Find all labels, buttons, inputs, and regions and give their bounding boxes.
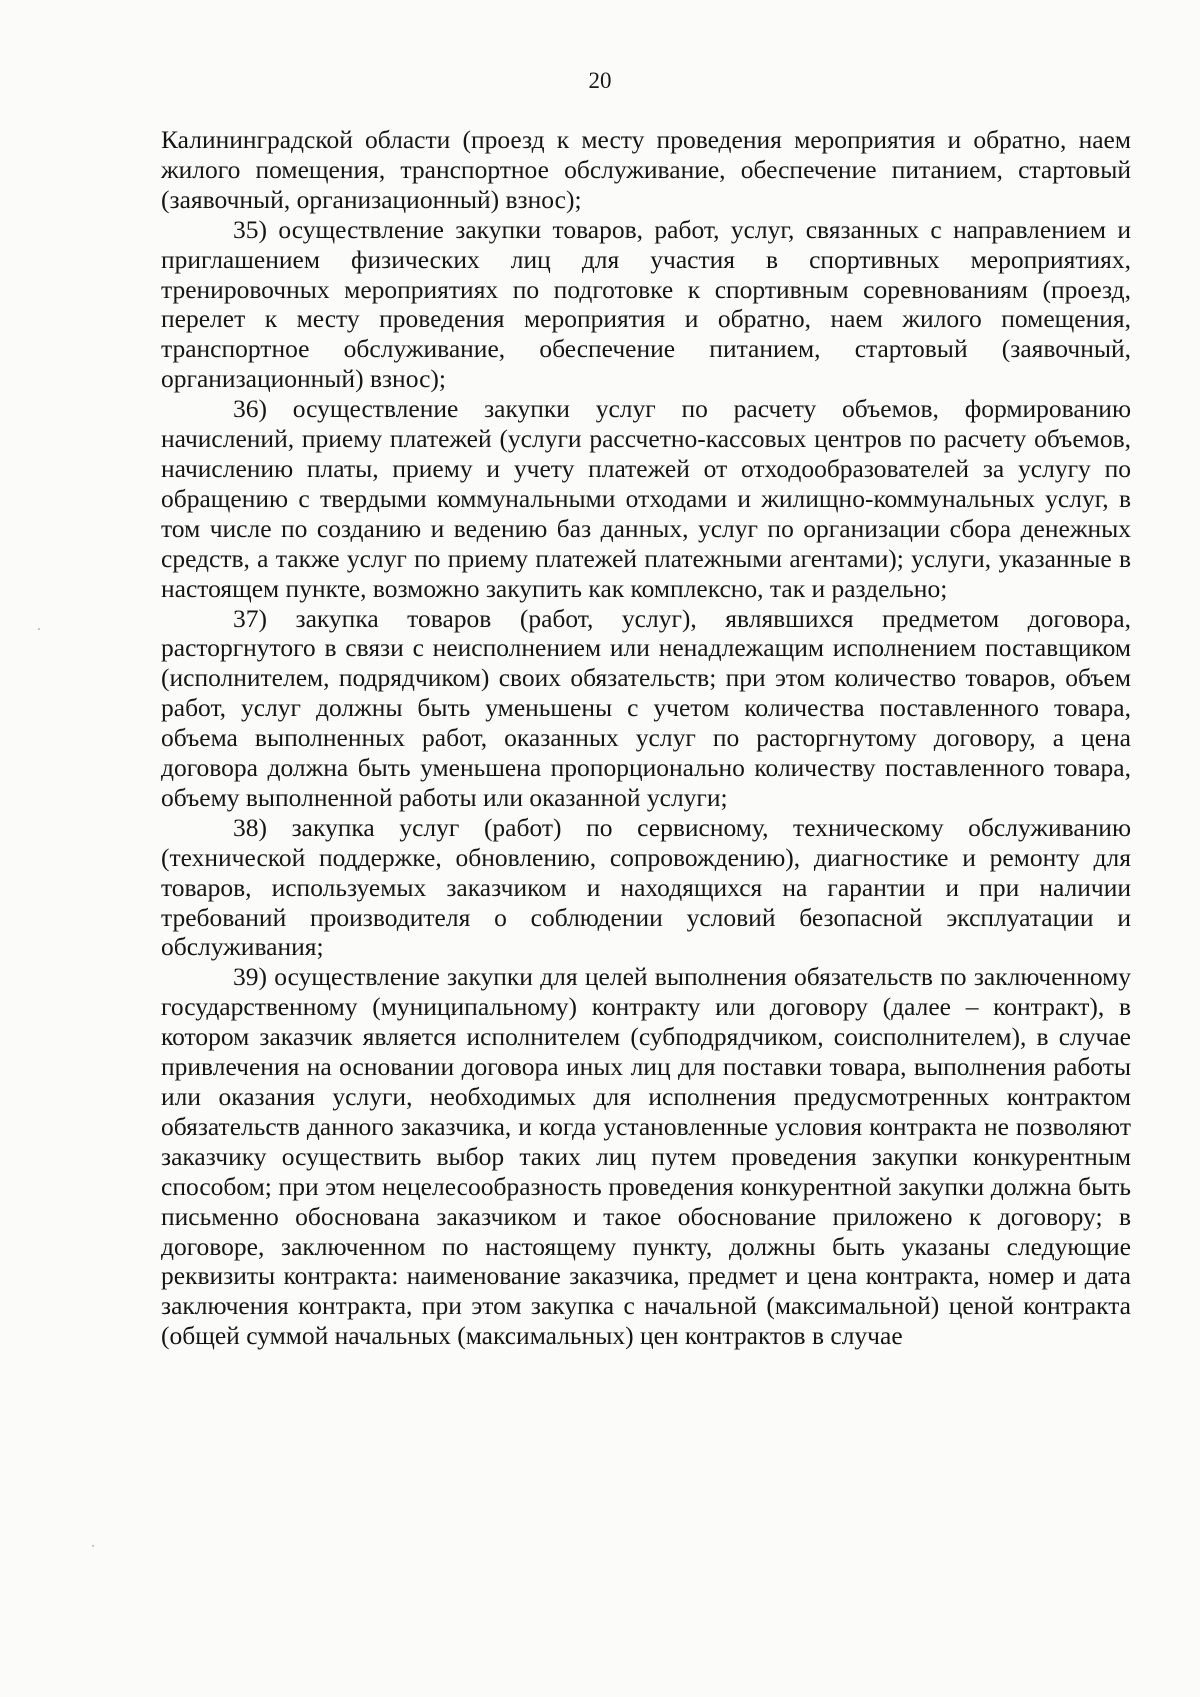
paragraph-item-39: 39) осуществление закупки для целей выполнения обязательств по заключенному государственному (муниципальному) контракту или договору (далее – контракт), в котором заказчик является исполнителем (субподрядчиком, соисполнителем), в случае привлечения на основании договора иных лиц для поставки товара, выполнения работы или оказания услуги, необходимых для исполнения предусмотренных контрактом обязательств данного заказчика, и когда установленные условия контракта не позволяют заказчику осуществить выбор таких лиц путем проведения закупки конкурентным способом; при этом нецелесообразность проведения конкурентной закупки должна быть письменно обоснована заказчиком и такое обоснование приложено к договору; в договоре, заключенном по настоящему пункту, должны быть указаны следующие реквизиты контракта: наименование заказчика, предмет и цена контракта, номер и дата заключения контракта, при этом закупка с начальной (максимальной) ценой контракта (общей суммой начальных (максимальных) цен контрактов в случае <box>161 962 1131 1351</box>
document-body <box>161 125 1131 1351</box>
paragraph-item-35: 35) осуществление закупки товаров, работ, услуг, связанных с направлением и приглашением физических лиц для участия в спортивных мероприятиях, тренировочных мероприятиях по подготовке к спортивным соревнованиям (проезд, перелет к месту проведения мероприятия и обратно, наем жилого помещения, транспортное обслуживание, обеспечение питанием, стартовый (заявочный, организационный) взнос); <box>161 214 1131 394</box>
page-number: 20 <box>588 68 612 93</box>
scan-speck <box>38 628 40 630</box>
scan-speck <box>92 1545 94 1547</box>
paragraph-item-36: 36) осуществление закупки услуг по расчету объемов, формированию начислений, приему платежей (услуги рассчетно-кассовых центров по расчету объемов, начислению платы, приему и учету платежей от отходообразователей за услугу по обращению с твердыми коммунальными отходами и жилищно-коммунальных услуг, в том числе по созданию и ведению баз данных, услуг по организации сбора денежных средств, а также услуг по приему платежей платежными агентами); услуги, указанные в настоящем пункте, возможно закупить как комплексно, так и раздельно; <box>161 394 1131 603</box>
paragraph-item-37: 37) закупка товаров (работ, услуг), являвшихся предметом договора, расторгнутого в связи с неисполнением или ненадлежащим исполнением поставщиком (исполнителем, подрядчиком) своих обязательств; при этом количество товаров, объем работ, услуг должны быть уменьшены с учетом количества поставленного товара, объема выполненных работ, оказанных услуг по расторгнутому договору, а цена договора должна быть уменьшена пропорционально количеству поставленного товара, объему выполненной работы или оказанной услуги; <box>161 603 1131 812</box>
paragraph-item-38: 38) закупка услуг (работ) по сервисному, техническому обслуживанию (технической поддержке, обновлению, сопровождению), диагностике и ремонту для товаров, используемых заказчиком и находящихся на гарантии и при наличии требований производителя о соблюдении условий безопасной эксплуатации и обслуживания; <box>161 812 1131 962</box>
paragraph-continuation: Калининградской области (проезд к месту проведения мероприятия и обратно, наем жилого помещения, транспортное обслуживание, обеспечение питанием, стартовый (заявочный, организационный) взнос); <box>161 125 1131 214</box>
